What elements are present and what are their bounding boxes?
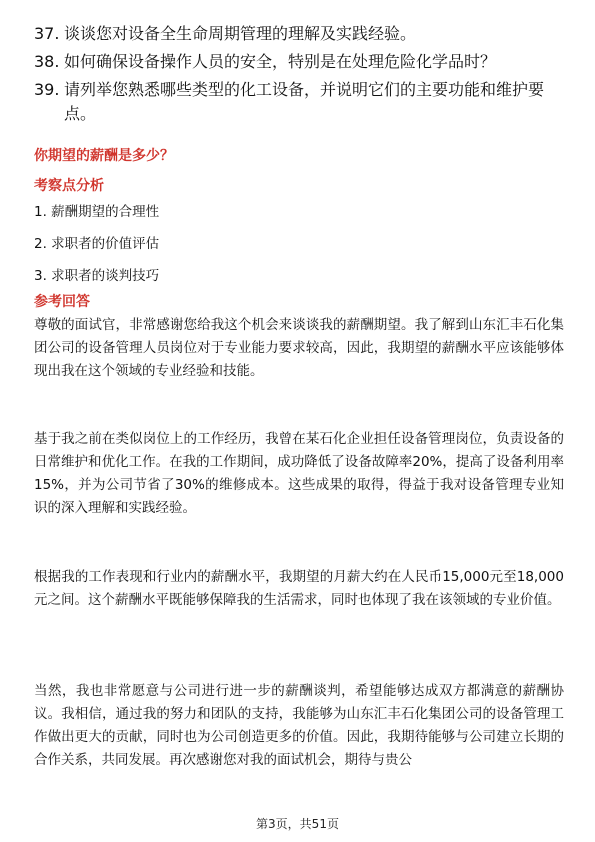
question-item — [34, 22, 564, 46]
answer-title: 参考回答 — [34, 294, 90, 310]
answer-paragraph: 根据我的工作表现和行业内的薪酬水平，我期望的月薪大约在人民币15,000元至18,000元之间。这个薪酬水平既能够保障我的生活需求，同时也体现了我在该领域的专业价值。 — [34, 569, 564, 608]
question-list — [34, 22, 564, 130]
section-heading-block — [34, 146, 564, 166]
answer-block — [34, 292, 564, 312]
section-title: 你期望的薪酬是多少？ — [34, 148, 174, 164]
answer-paragraph-3-block — [34, 566, 564, 612]
answer-paragraph: 尊敬的面试官，非常感谢您给我这个机会来谈谈我的薪酬期望。我了解到山东汇丰石化集团公司的设备管理人员岗位对于专业能力要求较高，因此，我期望的薪酬水平应该能够体现出我在这个领域的专业经验和技能。 — [34, 317, 564, 379]
question-number: 38. — [34, 52, 60, 71]
answer-paragraph-4-block — [34, 680, 564, 772]
question-item — [34, 78, 564, 126]
analysis-item: 2. 求职者的价值评估 — [34, 236, 160, 252]
answer-paragraph-2-block — [34, 428, 564, 520]
question-text: 谈谈您对设备全生命周期管理的理解及实践经验。 — [64, 24, 417, 43]
analysis-item: 1. 薪酬期望的合理性 — [34, 204, 160, 220]
analysis-title: 考察点分析 — [34, 178, 104, 194]
answer-paragraph: 基于我之前在类似岗位上的工作经历，我曾在某石化企业担任设备管理岗位，负责设备的日常维护和优化工作。在我的工作期间，成功降低了设备故障率20%，提高了设备利用率15%，并为公司节省了30%的维修成本。这些成果的取得，得益于我对设备管理专业知识的深入理解和实践经验。 — [34, 431, 564, 516]
page-footer: 第3页，共51页 — [256, 817, 339, 831]
analysis-item: 3. 求职者的谈判技巧 — [34, 268, 160, 284]
question-item — [34, 50, 564, 74]
question-text: 如何确保设备操作人员的安全，特别是在处理危险化学品时？ — [64, 52, 497, 71]
answer-paragraph: 当然，我也非常愿意与公司进行进一步的薪酬谈判，希望能够达成双方都满意的薪酬协议。我相信，通过我的努力和团队的支持，我能够为山东汇丰石化集团公司的设备管理工作做出更大的贡献，同时也为公司创造更多的价值。因此，我期待能够与公司建立长期的合作关系，共同发展。再次感谢您对我的面试机会，期待与贵公 — [34, 683, 564, 768]
answer-paragraph-1-block — [34, 314, 564, 383]
question-number: 37. — [34, 24, 60, 43]
question-text: 请列举您熟悉哪些类型的化工设备，并说明它们的主要功能和维护要点。 — [64, 80, 545, 123]
analysis-block — [34, 176, 564, 286]
question-number: 39. — [34, 80, 60, 99]
